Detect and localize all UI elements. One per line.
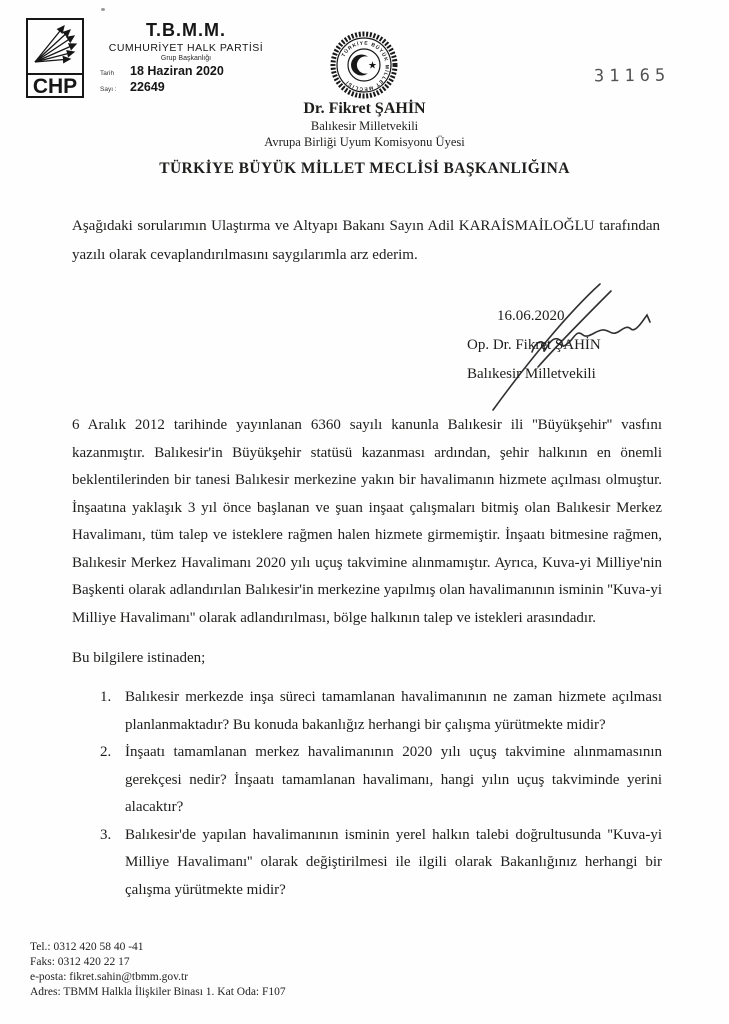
stamp-office: Grup Başkanlığı	[160, 55, 212, 62]
tbmm-seal-icon	[328, 29, 400, 106]
signature-title: Balıkesir Milletvekili	[467, 366, 596, 382]
signature-name: Op. Dr. Fikret ŞAHİN	[467, 337, 601, 353]
author-name: Dr. Fikret ŞAHİN	[303, 100, 426, 117]
stamp-text-block	[96, 18, 276, 98]
stamp-number-value: 22649	[130, 80, 165, 94]
seal-star-icon: ★	[368, 60, 377, 72]
body-paragraph: 6 Aralık 2012 tarihinde yayınlanan 6360 sayılı kanunla Balıkesir ili ''Büyükşehir'' vasfını kazanmıştır. Balıkesir'in Büyükşehir statüsü kazanması ardından, şehir halkının en önemli beklentilerinden bir tanesi Balıkesir merkezine yakın bir havalimanın hizmete açılması olmuştur. İnşaatına yaklaşık 3 yıl önce başlanan ve şuan inşaat çalışmaları bitmiş olan Balıkesir Merkez Havalimanı, tüm talep ve isteklere rağmen halen hizmete girmemiştir. İnşaatı bitmesine rağmen, Balıkesir Merkez Havalimanı 2020 yılı uçuş takvimine alınmamıştır. Ayrıca, Kuva-yi Milliye'nin Başkenti olarak adlandırılan Balıkesir'in merkezine yapılmış olan havalimanının isminin ''Kuva-yi Milliye Havalimanı'' olarak adlandırılması, bölge halkının talep ve istekleri arasındadır.	[72, 417, 662, 626]
stamp-org: T.B.M.M.	[146, 20, 226, 40]
signature-block	[467, 302, 601, 389]
question-text: Balıkesir'de yapılan havalimanının isminin yerel halkın talebi doğrultusunda ''Kuva-yi Milliye Havalimanı'' olarak değiştirilmesi ile ilgili olarak Bakanlığınız herhangi bir çalışma yürütmekte midir?	[125, 826, 662, 898]
chp-six-arrows-icon	[28, 20, 82, 75]
question-text: İnşaatı tamamlanan merkez havalimanının 2020 yılı uçuş takvimine alınmamasının gerekçesi nedir? İnşaatı tamamlanan havalimanı, hangi yılın uçuş takviminde yerini alacaktır?	[125, 744, 662, 815]
author-role: Balıkesir Milletvekili	[310, 119, 419, 133]
footer-fax: Faks: 0312 420 22 17	[30, 956, 130, 968]
question-number: 1.	[100, 689, 112, 705]
chp-logo-label: CHP	[32, 75, 78, 98]
stamp-date-label: Tarih	[100, 70, 115, 77]
author-committee: Avrupa Birliği Uyum Komisyonu Üyesi	[264, 135, 465, 149]
footer-email: e-posta: fikret.sahin@tbmm.gov.tr	[30, 971, 189, 983]
chp-logo	[26, 18, 84, 98]
footer-tel: Tel.: 0312 420 58 40 -41	[30, 941, 144, 953]
question-list	[72, 684, 662, 904]
stamp-party: CUMHURİYET HALK PARTİSİ	[108, 42, 264, 54]
registry-stamp-number: 31165	[593, 65, 671, 87]
document-title: TÜRKİYE BÜYÜK MİLLET MECLİSİ BAŞKANLIĞINA	[159, 160, 570, 177]
signature-date: 16.06.2020	[497, 308, 565, 324]
list-intro: Bu bilgilere istinaden;	[72, 650, 206, 666]
footer-address: Adres: TBMM Halkla İlişkiler Binası 1. Kat Oda: F107	[30, 986, 286, 998]
stamp-date-row	[96, 64, 276, 78]
stamp-number-label: Sayı :	[100, 86, 117, 93]
scan-artifact	[101, 8, 105, 11]
question-item	[72, 684, 662, 739]
stamp-number-row	[96, 80, 276, 94]
question-number: 2.	[100, 744, 112, 760]
seal-ring-text: TÜRKİYE BÜYÜK MİLLET MECLİSİ	[340, 40, 390, 92]
intro-paragraph: Aşağıdaki sorularımın Ulaştırma ve Altyapı Bakanı Sayın Adil KARAİSMAİLOĞLU tarafından yazılı olarak cevaplandırılmasını saygılarımla arz ederim.	[72, 218, 660, 263]
author-block	[0, 100, 729, 150]
question-text: Balıkesir merkezde inşa süreci tamamlanan havalimanının ne zaman hizmete açılması planlanmaktadır? Bu konuda bakanlığız herhangi bir çalışma yürütmekte midir?	[125, 689, 662, 733]
stamp-date-value: 18 Haziran 2020	[130, 64, 224, 78]
question-item	[72, 739, 662, 822]
question-item	[72, 822, 662, 905]
chp-stamp	[26, 18, 276, 98]
question-number: 3.	[100, 826, 112, 843]
contact-footer	[30, 940, 286, 1000]
